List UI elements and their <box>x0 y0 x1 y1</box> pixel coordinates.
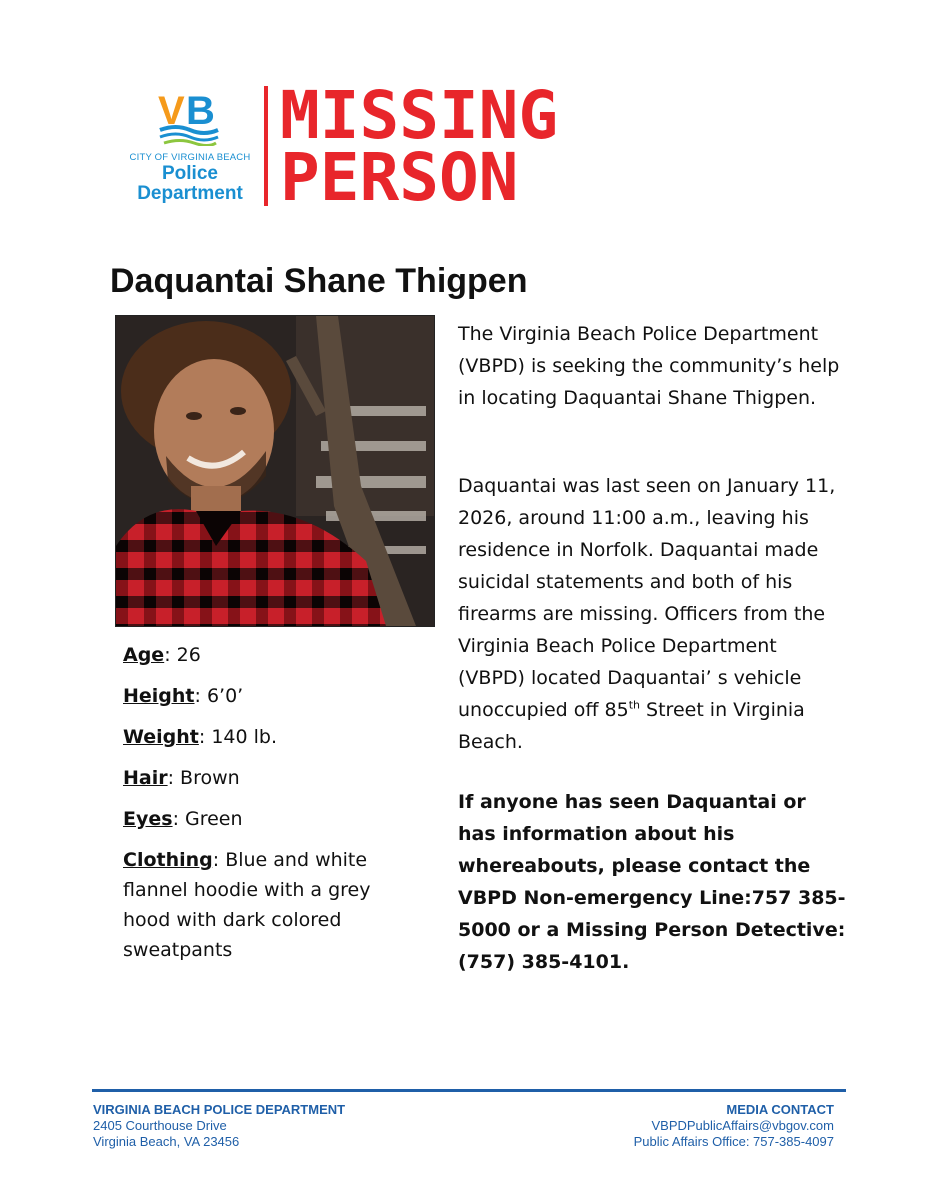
detail-clothing <box>123 845 393 965</box>
detail-label: Clothing <box>123 849 213 871</box>
intro-paragraph: The Virginia Beach Police Department (VBPD) is seeking the community’s help in locating Daquantai Shane Thigpen. <box>458 323 840 409</box>
detail-hair <box>123 763 393 793</box>
vb-logo-icon <box>156 88 220 146</box>
footer-media-contact <box>634 1102 834 1150</box>
footer-phone: Public Affairs Office: 757-385-4097 <box>633 1134 834 1149</box>
footer-dept-title: VIRGINIA BEACH POLICE DEPARTMENT <box>93 1102 346 1117</box>
title-missing: MISSING <box>280 77 559 154</box>
detail-value: : 6’0’ <box>194 685 244 707</box>
vbpd-logo <box>126 86 254 206</box>
logo-department-text: Department <box>137 183 243 204</box>
contact-paragraph: If anyone has seen Daquantai or has information about his whereabouts, please contact the VBPD Non-emergency Line:757 385-5000 or a Missing Person Detective: (757) 385-4101. <box>458 791 846 973</box>
details-list <box>123 640 393 976</box>
detail-eyes <box>123 804 393 834</box>
detail-label: Age <box>123 644 165 666</box>
detail-value: : Blue and white flannel hoodie with a grey hood with dark colored sweatpants <box>123 849 371 961</box>
detail-height <box>123 681 393 711</box>
detail-weight <box>123 722 393 752</box>
footer-divider <box>92 1089 846 1092</box>
detail-label: Hair <box>123 767 168 789</box>
last-seen-paragraph <box>458 470 848 758</box>
title-person: PERSON <box>280 139 519 216</box>
detail-value: : Brown <box>167 767 240 789</box>
footer-address <box>93 1102 345 1150</box>
ordinal-suffix: th <box>628 698 640 712</box>
detail-label: Height <box>123 685 195 707</box>
svg-text:V: V <box>158 89 185 133</box>
detail-label: Weight <box>123 726 199 748</box>
detail-value: : Green <box>172 808 243 830</box>
detail-value: : 26 <box>164 644 201 666</box>
detail-label: Eyes <box>123 808 173 830</box>
logo-police-text: Police <box>162 163 218 184</box>
person-photo-icon <box>116 316 434 626</box>
detail-age <box>123 640 393 670</box>
svg-text:B: B <box>186 89 215 133</box>
detail-value: : 140 lb. <box>198 726 278 748</box>
person-photo <box>115 315 435 627</box>
footer-email[interactable]: VBPDPublicAffairs@vbgov.com <box>651 1118 834 1133</box>
person-name: Daquantai Shane Thigpen <box>110 262 528 300</box>
footer-media-title: MEDIA CONTACT <box>726 1102 834 1117</box>
last-seen-text-end: Street in Virginia Beach. <box>458 699 805 753</box>
header-divider <box>264 86 268 206</box>
last-seen-text: Daquantai was last seen on January 11, 2026, around 11:00 a.m., leaving his residence in Norfolk. Daquantai made suicidal statements and both of his firearms are missing. Officers from the Virginia Beach Police Department (VBPD) located Daquantai’ s vehicle unoccupied off 85 <box>458 475 836 721</box>
footer-city: Virginia Beach, VA 23456 <box>93 1134 240 1149</box>
footer-street: 2405 Courthouse Drive <box>93 1118 227 1133</box>
logo-city-text: CITY OF VIRGINIA BEACH <box>129 152 251 163</box>
